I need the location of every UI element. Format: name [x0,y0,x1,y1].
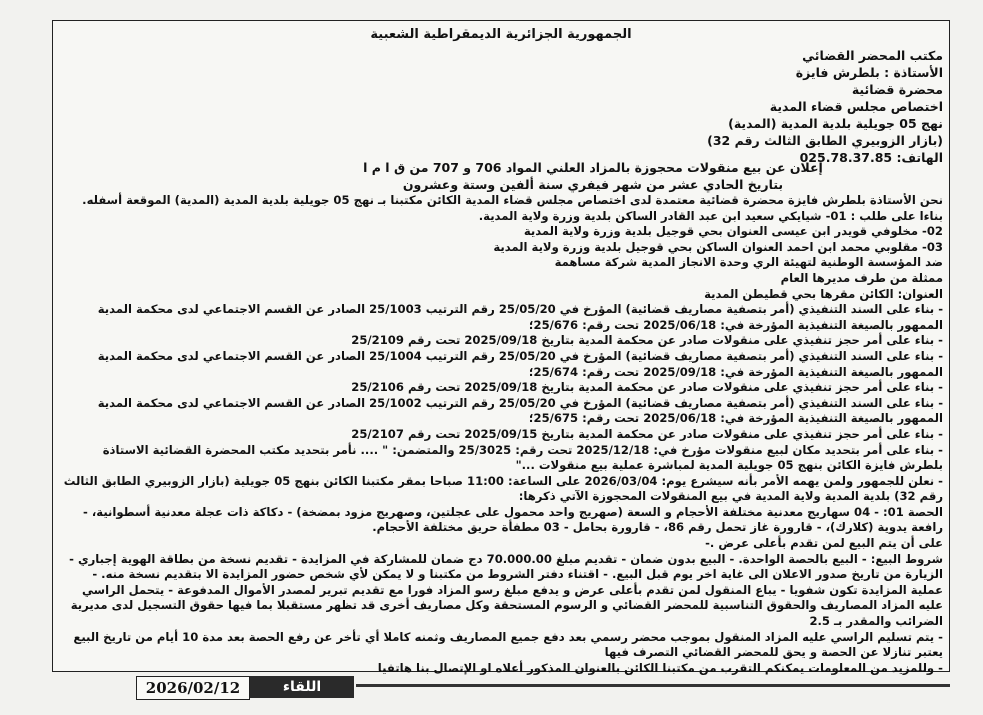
announcement-date: بتاريخ الحادي عشر من شهر فيفري سنة ألفين وستة وعشرون [402,177,784,192]
announcement-title: إعلان عن بيع منقولات محجوزة بالمزاد العلني المواد 706 و 707 من ق ا م ا [363,160,823,175]
publication-date: 2026/02/12 [136,676,250,700]
office-name: مكتب المحضر القضائي [802,48,943,63]
bailiff-role: محضرة قضائية [851,82,943,97]
paragraph-sale-location-order: - بناء على أمر بتحديد مكان لبيع منقولات مؤرخ في: 2025/12/18 تحت رقم: 25/3025 والمتضمن: " .... نأمر بتحديد مكتب المحضرة القضائية الاستاذة بلطرش فايزة الكائن بنهج 05 جويلية المدية لمباشرة عملية بيع منقولات ..." [102,442,943,473]
footer-divider [356,684,950,687]
paragraph-highest-bid: على أن يتم البيع لمن تقدم بأعلى عرض .- [705,536,943,551]
announcement-heading [273,159,913,193]
paragraph-requester-2: 02- مخلوفي قويدر ابن عيسى العنوان بحي قوجيل بلدية وزرة ولاية المدية [523,224,943,239]
bailiff-name: الأستاذة : بلطرش فايزة [795,65,943,80]
paragraph-intro: نحن الأستاذة بلطرش فايزة محضرة قضائية معتمدة لدى اختصاص مجلس قضاء المدية الكائن مكتبنا بـ نهج 05 جويلية بلدية المدية (المدية) الموقعة أسفله. [82,193,943,207]
paragraph-delivery: - يتم تسليم الراسي عليه المزاد المنقول بموجب محضر رسمي بعد دفع جميع المصاريف وثمنه كاملا أي تأخر عن رفع الحصة بعد مدة 10 أيام من تاريخ البيع يعتبر تنازلا عن الحصة و يحق للمحضر القضائي التصرف فيها [73,629,943,660]
paragraph-requester-1: بناءا على طلب : 01- شيايكي سعيد ابن عبد القادر الساكن بلدية وزرة ولاية المدية. [478,208,943,223]
paragraph-seizure-2: - بناء على أمر حجز تنفيذي على منقولات صادر عن محكمة المدية بتاريخ 2025/09/18 تحت رقم 25/2106 [351,380,943,395]
paragraph-defendant-address: العنوان: الكائن مقرها بحي قطيطن المدية [704,286,943,301]
newspaper-name: اللقاء [250,676,354,698]
building-address: (بازار الزوبيري الطابق الثالث رقم 32) [707,133,943,148]
paragraph-seizure-3: - بناء على أمر حجز تنفيذي على منقولات صادر عن محكمة المدية بتاريخ 2025/09/15 تحت رقم 25/2107 [351,426,943,441]
country-title: الجمهورية الجزائرية الديمقراطية الشعبية [370,27,632,42]
paragraph-contact: - وللمزيد من المعلومات يمكنكم التقرب من مكتبنا الكائن بالعنوان المذكور أعلاه او الإتصال بنا هاتفيا [377,660,943,675]
page-footer [0,672,983,715]
paragraph-order-2: - بناء على السند التنفيذي (أمر بتصفية مصاريف قضائية) المؤرخ في 25/05/20 رقم الترتيب 25/1004 الصادر عن القسم الاجتماعي لدى محكمة المدية الممهور بالصيغة التنفيذية المؤرخة في: 2025/09/18 تحت رقم: 25/674؛ [97,348,943,379]
paragraph-defendant: ضد المؤسسة الوطنية لتهيئة الري وحدة الانجاز المدية شركة مساهمة [554,255,943,270]
announcement-frame [52,20,950,675]
jurisdiction: اختصاص مجلس قضاء المدية [769,99,943,114]
paragraph-order-3: - بناء على السند التنفيذي (أمر بتصفية مصاريف قضائية) المؤرخ في 25/05/20 رقم الترتيب 25/1002 الصادر عن القسم الاجتماعي لدى محكمة المدية الممهور بالصيغة التنفيذية المؤرخة في: 2025/06/18 تحت رقم: 25/675؛ [97,395,943,426]
phone-number: الهاتف: 025.78.37.85 [799,150,943,165]
paragraph-sale-notice: - نعلن للجمهور ولمن يهمه الأمر بأنه سيشرع يوم: 2026/03/04 على الساعة: 11:00 صباحا بمقر مكتبنا الكائن بنهج 05 جويلية (بازار الزوبيري الطابق الثالث رقم 32) بلدية المدية ولاية المدية في بيع المنقولات المحجوزة الآتي ذكرها: [63,473,943,504]
announcement-body [59,193,943,676]
paragraph-seizure-1: - بناء على أمر حجز تنفيذي على منقولات صادر عن محكمة المدية بتاريخ 2025/09/18 تحت رقم 25/2109 [351,333,943,348]
paragraph-order-1: - بناء على السند التنفيذي (أمر بتصفية مصاريف قضائية) المؤرخ في 25/05/20 رقم الترتيب 25/1003 الصادر عن القسم الاجتماعي لدى محكمة المدية الممهور بالصيغة التنفيذية المؤرخة في: 2025/06/18 تحت رقم: 25/676؛ [97,302,943,332]
paragraph-lot-1: الحصة 01: - 04 سهاريج معدنية مختلفة الأحجام و السعة (صهريج واحد محمول على عجلتين، وصهريج مزود بمضخة) - دكاكة ذات عجلة معدنية أسطوانية، - رافعة يدوية (كلارك)، - قارورة غاز تحمل رقم 86، - قارورة بحامل - 03 مطفأة حريق مختلفة الأحجام. [83,504,943,535]
paragraph-requester-3: 03- مقلوبي محمد ابن احمد العنوان الساكن بحي قوجيل بلدية وزرة ولاية المدية [493,239,943,254]
paragraph-sale-conditions: شروط البيع: - البيع بالحصة الواحدة. - البيع بدون ضمان - تقديم مبلغ 70.000.00 دج ضمان للمشاركة في المزايدة - تقديم نسخة من بطاقة الهوية إجباري - الزيارة من تاريخ صدور الاعلان الى غاية اخر يوم قبل البيع. - اقتناء دفتر الشروط من مكتبنا و لا يمكن لأي شخص حضور المزايدة الا بتقديم نسخة منه. - عملية المزايدة تكون شفويا - يباع المنقول لمن تقدم بأعلى عرض و يدفع مبلغ رسو المزاد فورا مع تقديم تبرير لمصدر الأموال المدفوعة - يتحمل الراسي عليه المزاد المصاريف والحقوق التناسبية للمحضر القضائي و الرسوم المستحقة وكل مصاريف أخرى قد تظهر مستقبلا بما فيها حقوق التسجيل لدى مديرية الضرائب والمقدر بـ 2.5 [69,551,943,629]
bailiff-office-block [423,47,943,166]
street-address: نهج 05 جويلية بلدية المدية (المدية) [728,116,943,131]
paragraph-representative: ممثلة من طرف مديرها العام [780,270,943,285]
